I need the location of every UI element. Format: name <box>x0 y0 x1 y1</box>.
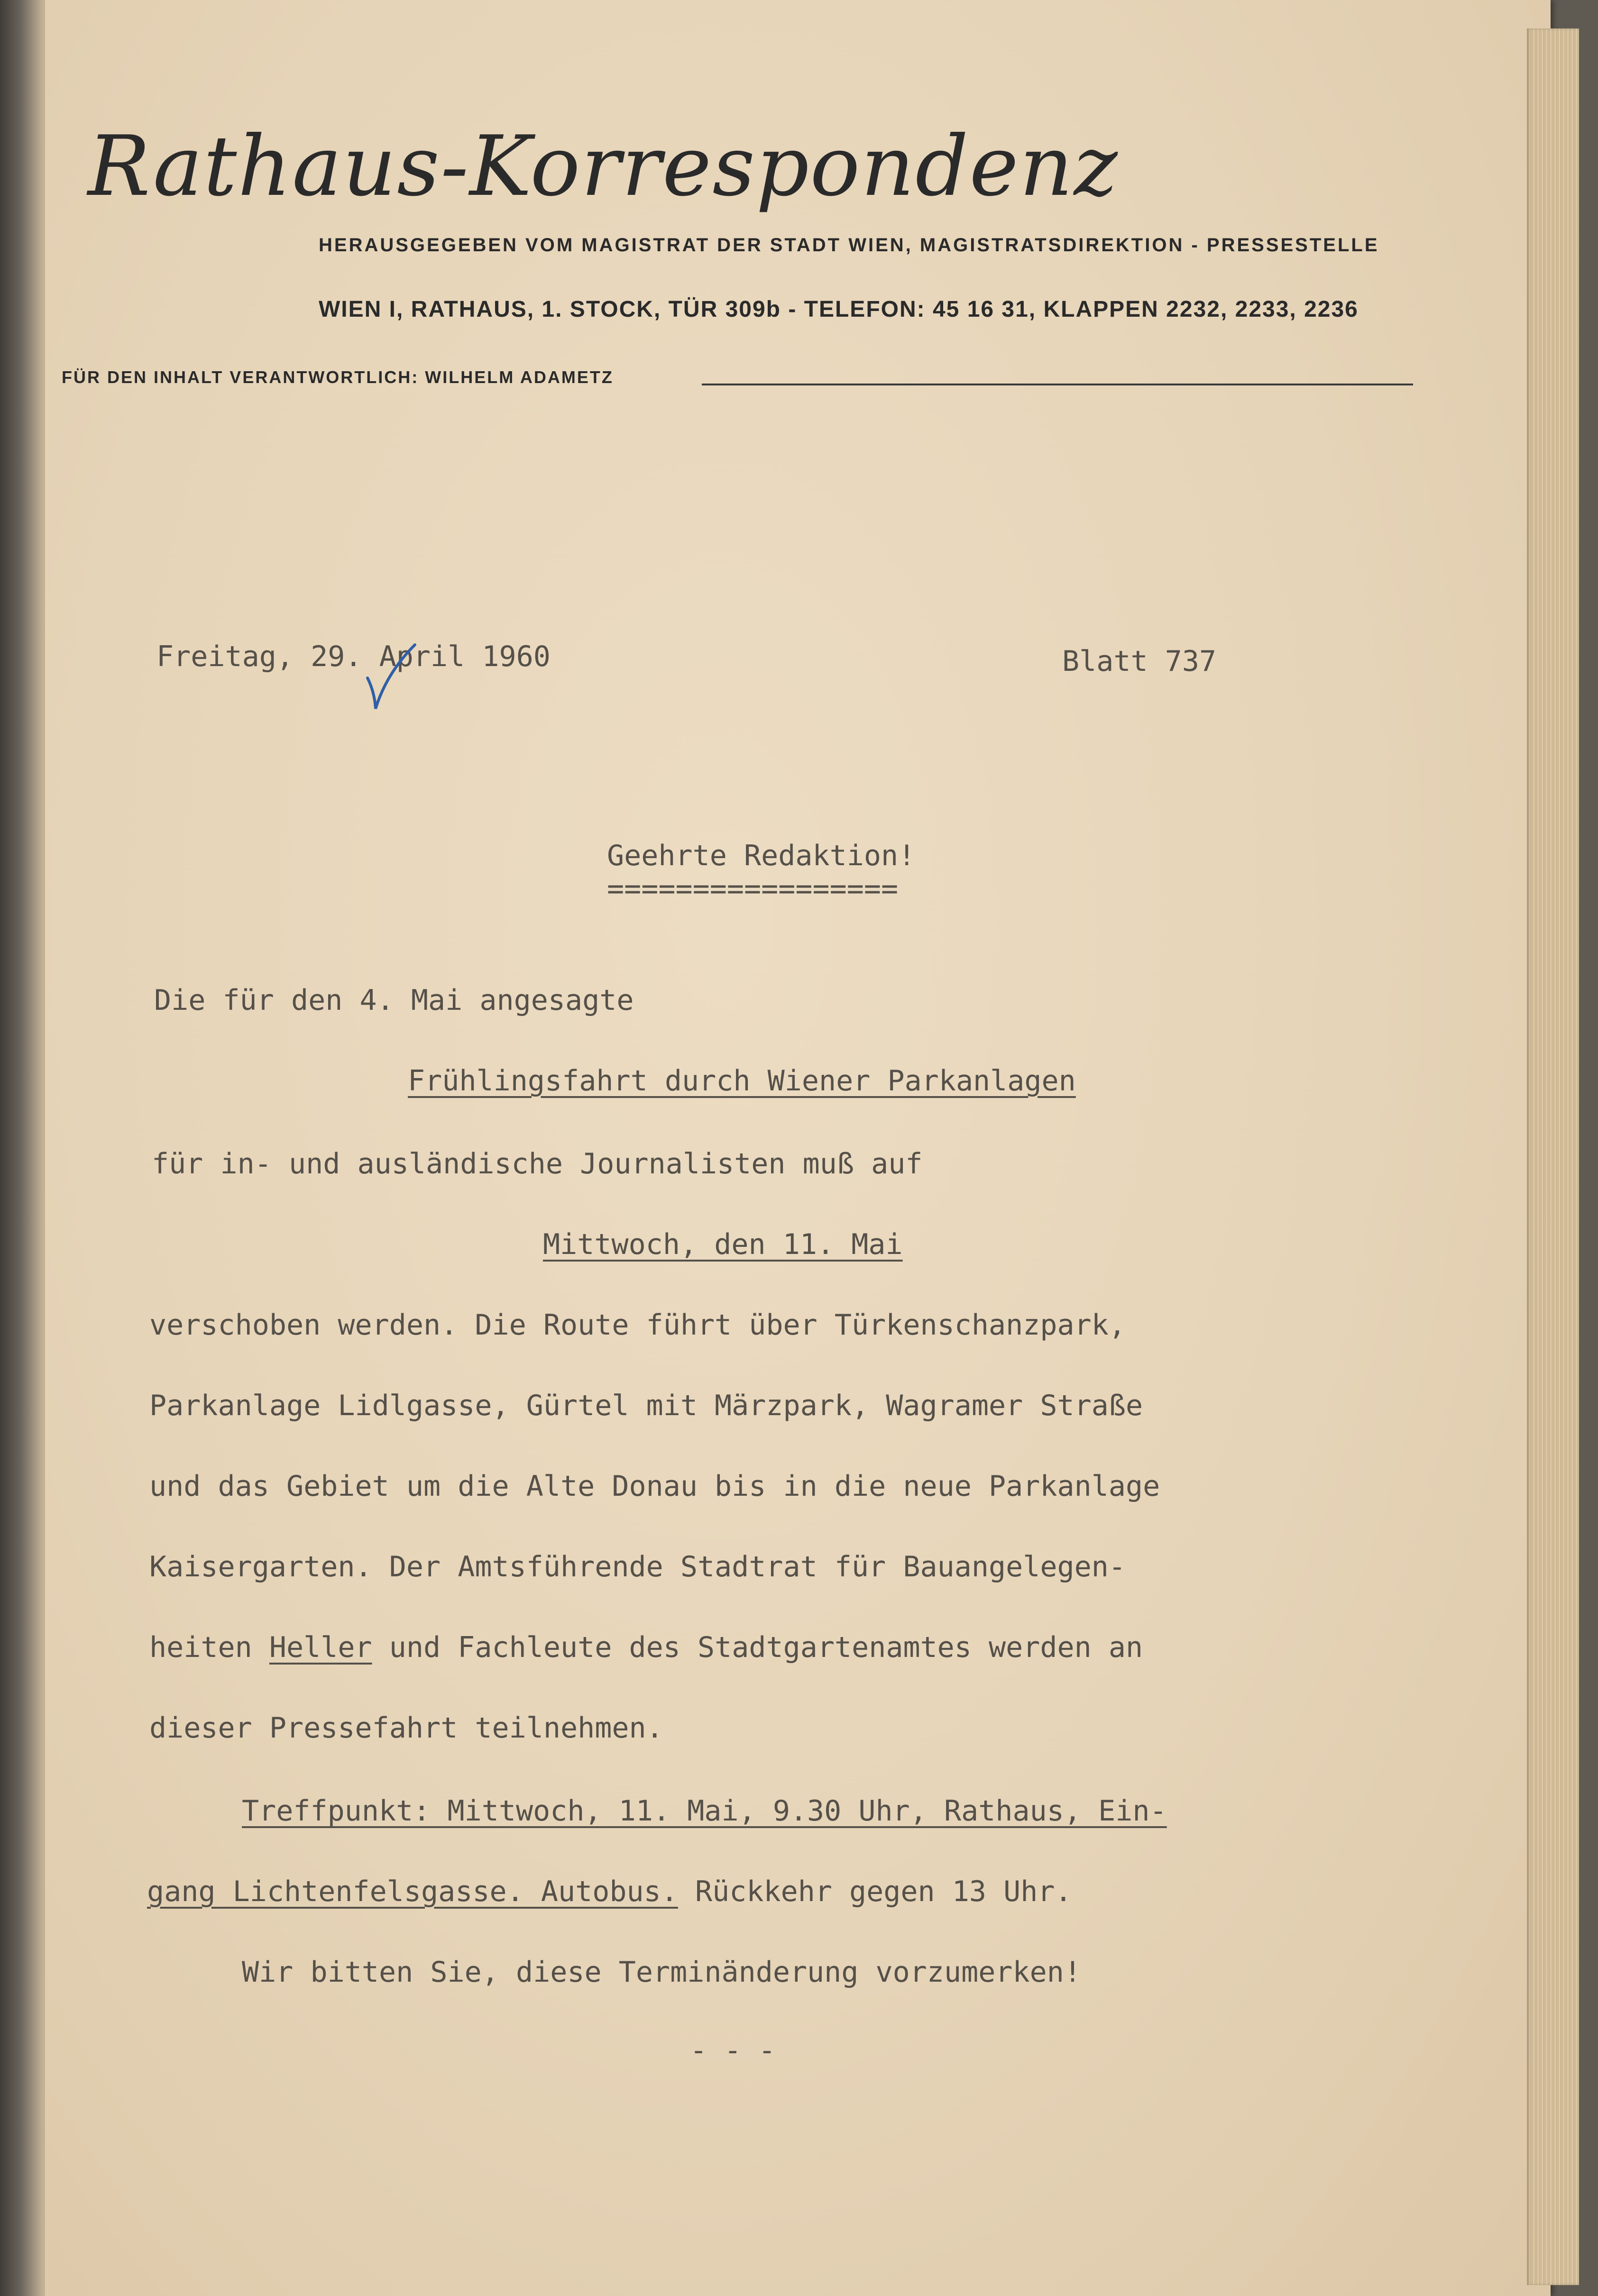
salutation-underline: ================= <box>607 872 899 906</box>
closing-request: Wir bitten Sie, diese Terminänderung vorzumerken! <box>242 1956 1082 1989</box>
body-line-6: Parkanlage Lidlgasse, Gürtel mit Märzpark, Wagramer Straße <box>149 1389 1143 1422</box>
closing-dashes: - - - <box>690 2034 776 2067</box>
masthead-title: Rathaus-Korrespondenz <box>88 119 1119 215</box>
body-line-5: verschoben werden. Die Route führt über Türkenschanzpark, <box>149 1308 1126 1342</box>
body-line-1: Die für den 4. Mai angesagte <box>154 984 634 1017</box>
body-line-12 <box>147 1875 1072 1908</box>
page-stack-edge <box>1527 28 1579 2285</box>
body-line-3: für in- und ausländische Journalisten muß auf <box>152 1147 923 1180</box>
responsible-line: FÜR DEN INHALT VERANTWORTLICH: WILHELM ADAMETZ <box>62 367 614 387</box>
body-line-9 <box>149 1631 1143 1664</box>
councillor-name: Heller <box>269 1631 372 1664</box>
check-mark-icon <box>365 640 417 711</box>
book-spine <box>0 0 52 2296</box>
return-time: Rückkehr gegen 13 Uhr. <box>678 1875 1072 1908</box>
body-line-7: und das Gebiet um die Alte Donau bis in die neue Parkanlage <box>149 1470 1160 1503</box>
address-line: WIEN I, RATHAUS, 1. STOCK, TÜR 309b - TELEFON: 45 16 31, KLAPPEN 2232, 2233, 2236 <box>319 297 1359 322</box>
body-line-10: dieser Pressefahrt teilnehmen. <box>149 1711 663 1745</box>
body-line-8: Kaisergarten. Der Amtsführende Stadtrat für Bauangelegen- <box>149 1550 1126 1583</box>
header-rule <box>702 384 1413 385</box>
body-line-9-end: und Fachleute des Stadtgartenamtes werden an <box>372 1631 1143 1664</box>
document-date: Freitag, 29. April 1960 <box>156 640 551 673</box>
publisher-line: HERAUSGEGEBEN VOM MAGISTRAT DER STADT WIEN, MAGISTRATSDIREKTION - PRESSESTELLE <box>319 235 1379 256</box>
event-title: Frühlingsfahrt durch Wiener Parkanlagen <box>408 1064 1076 1098</box>
salutation: Geehrte Redaktion! <box>607 839 916 872</box>
body-line-9-start: heiten <box>149 1631 269 1664</box>
meeting-point: Treffpunkt: Mittwoch, 11. Mai, 9.30 Uhr, Rathaus, Ein- <box>242 1794 1167 1828</box>
meeting-location: gang Lichtenfelsgasse. Autobus. <box>147 1875 678 1908</box>
new-date: Mittwoch, den 11. Mai <box>543 1228 903 1261</box>
sheet-number: Blatt 737 <box>1062 645 1217 678</box>
